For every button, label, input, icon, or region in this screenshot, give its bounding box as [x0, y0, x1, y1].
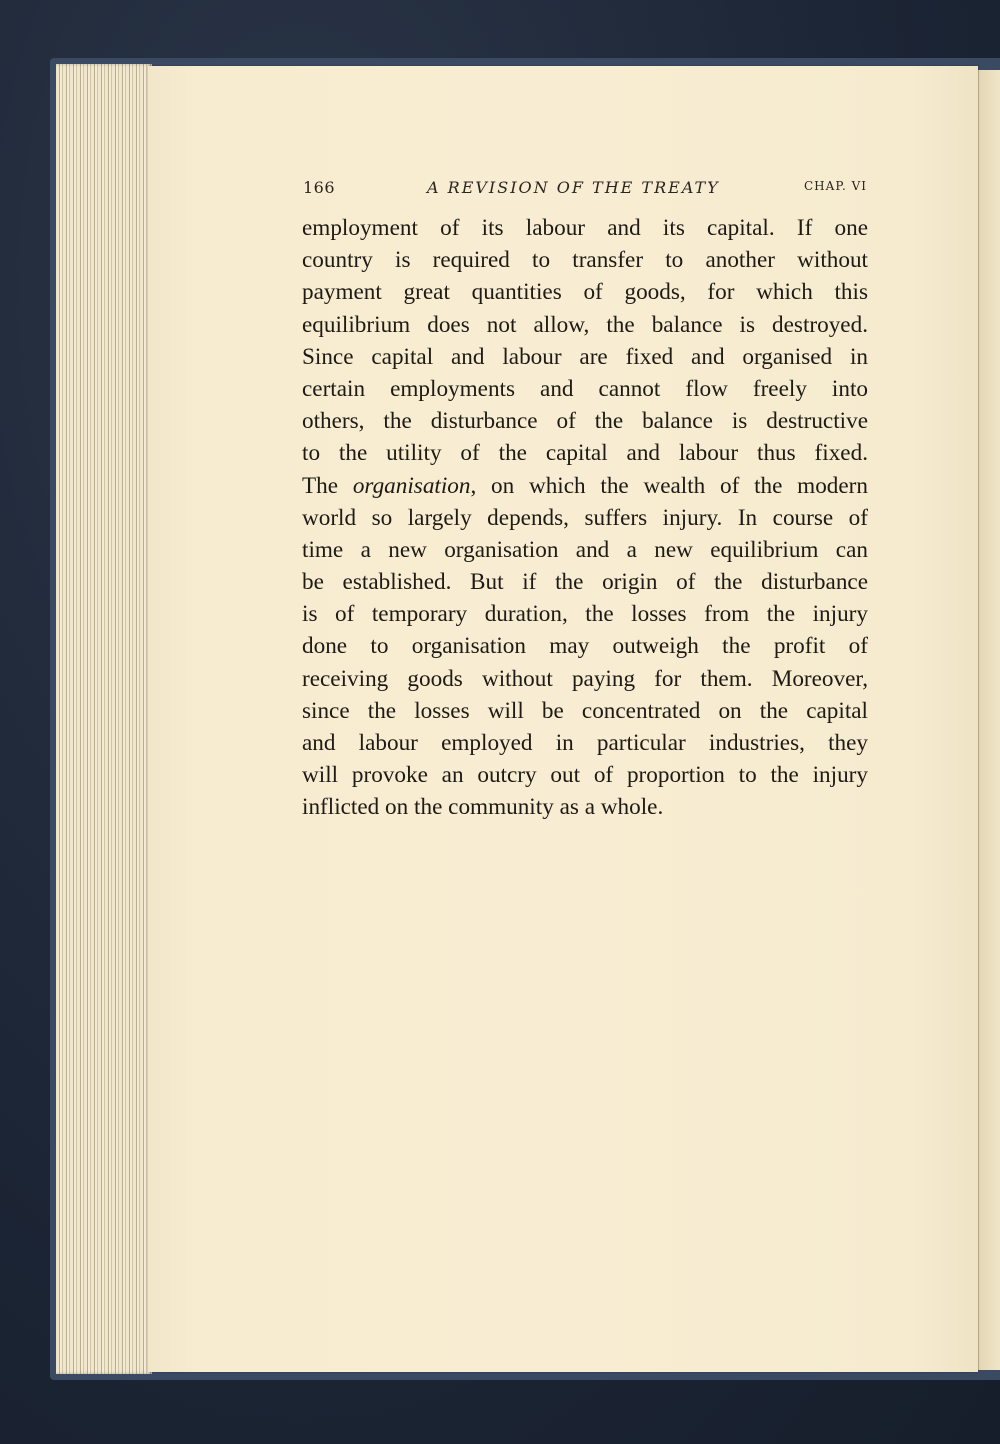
text-line	[302, 470, 868, 502]
next-page-sliver	[978, 70, 1000, 1370]
text-line-run: Since capital and labour are fixed and organised in	[302, 343, 868, 370]
text-line	[302, 341, 868, 373]
text-line-run: inflicted on the community as a whole.	[302, 794, 664, 821]
text-line	[302, 630, 868, 662]
body-paragraph	[302, 212, 868, 824]
text-line	[302, 437, 868, 469]
text-line	[302, 695, 868, 727]
text-line-run: time a new organisation and a new equilibrium can	[302, 536, 868, 563]
page-number: 166	[303, 178, 336, 197]
text-line	[302, 502, 868, 534]
text-line-run: country is required to transfer to another without	[302, 247, 868, 274]
text-line	[302, 663, 868, 695]
chapter-label: CHAP. VI	[804, 179, 867, 193]
text-line	[302, 598, 868, 630]
text-line-run: is of temporary duration, the losses from the injury	[302, 601, 868, 628]
text-line	[302, 759, 868, 791]
text-line	[302, 309, 868, 341]
text-line-run: be established. But if the origin of the disturbance	[302, 569, 868, 596]
text-line-run: since the losses will be concentrated on the capital	[302, 697, 868, 724]
text-line	[302, 791, 868, 823]
text-line-run: employment of its labour and its capital. If one	[302, 215, 868, 241]
text-line-run: The	[302, 472, 353, 499]
text-line-run: certain employments and cannot flow freely into	[302, 375, 868, 402]
text-line-run: world so largely depends, suffers injury. In course of	[302, 504, 868, 531]
text-line-run: payment great quantities of goods, for which this	[302, 279, 868, 306]
text-line-run: will provoke an outcry out of proportion to the injury	[302, 762, 868, 789]
text-line	[302, 373, 868, 405]
text-line	[302, 276, 868, 308]
running-head	[303, 178, 867, 202]
text-line	[302, 244, 868, 276]
text-line	[302, 534, 868, 566]
text-line-run: , on which the wealth of the modern	[470, 472, 868, 499]
text-line-run: and labour employed in particular industries, they	[302, 730, 868, 756]
text-line	[302, 212, 868, 244]
italic-emphasis: organisation	[352, 472, 471, 499]
text-line-run: equilibrium does not allow, the balance is destroyed.	[302, 311, 868, 338]
text-line	[302, 566, 868, 598]
text-line-run: to the utility of the capital and labour thus fixed.	[302, 440, 868, 467]
text-line	[302, 405, 868, 437]
text-line-run: done to organisation may outweigh the profit of	[302, 633, 868, 660]
page-edges-stack	[56, 64, 152, 1374]
text-line-run: receiving goods without paying for them. Moreover,	[302, 665, 868, 692]
text-line	[302, 727, 868, 759]
running-title: A REVISION OF THE TREATY	[427, 178, 720, 197]
text-line-run: others, the disturbance of the balance is destructive	[302, 408, 868, 435]
